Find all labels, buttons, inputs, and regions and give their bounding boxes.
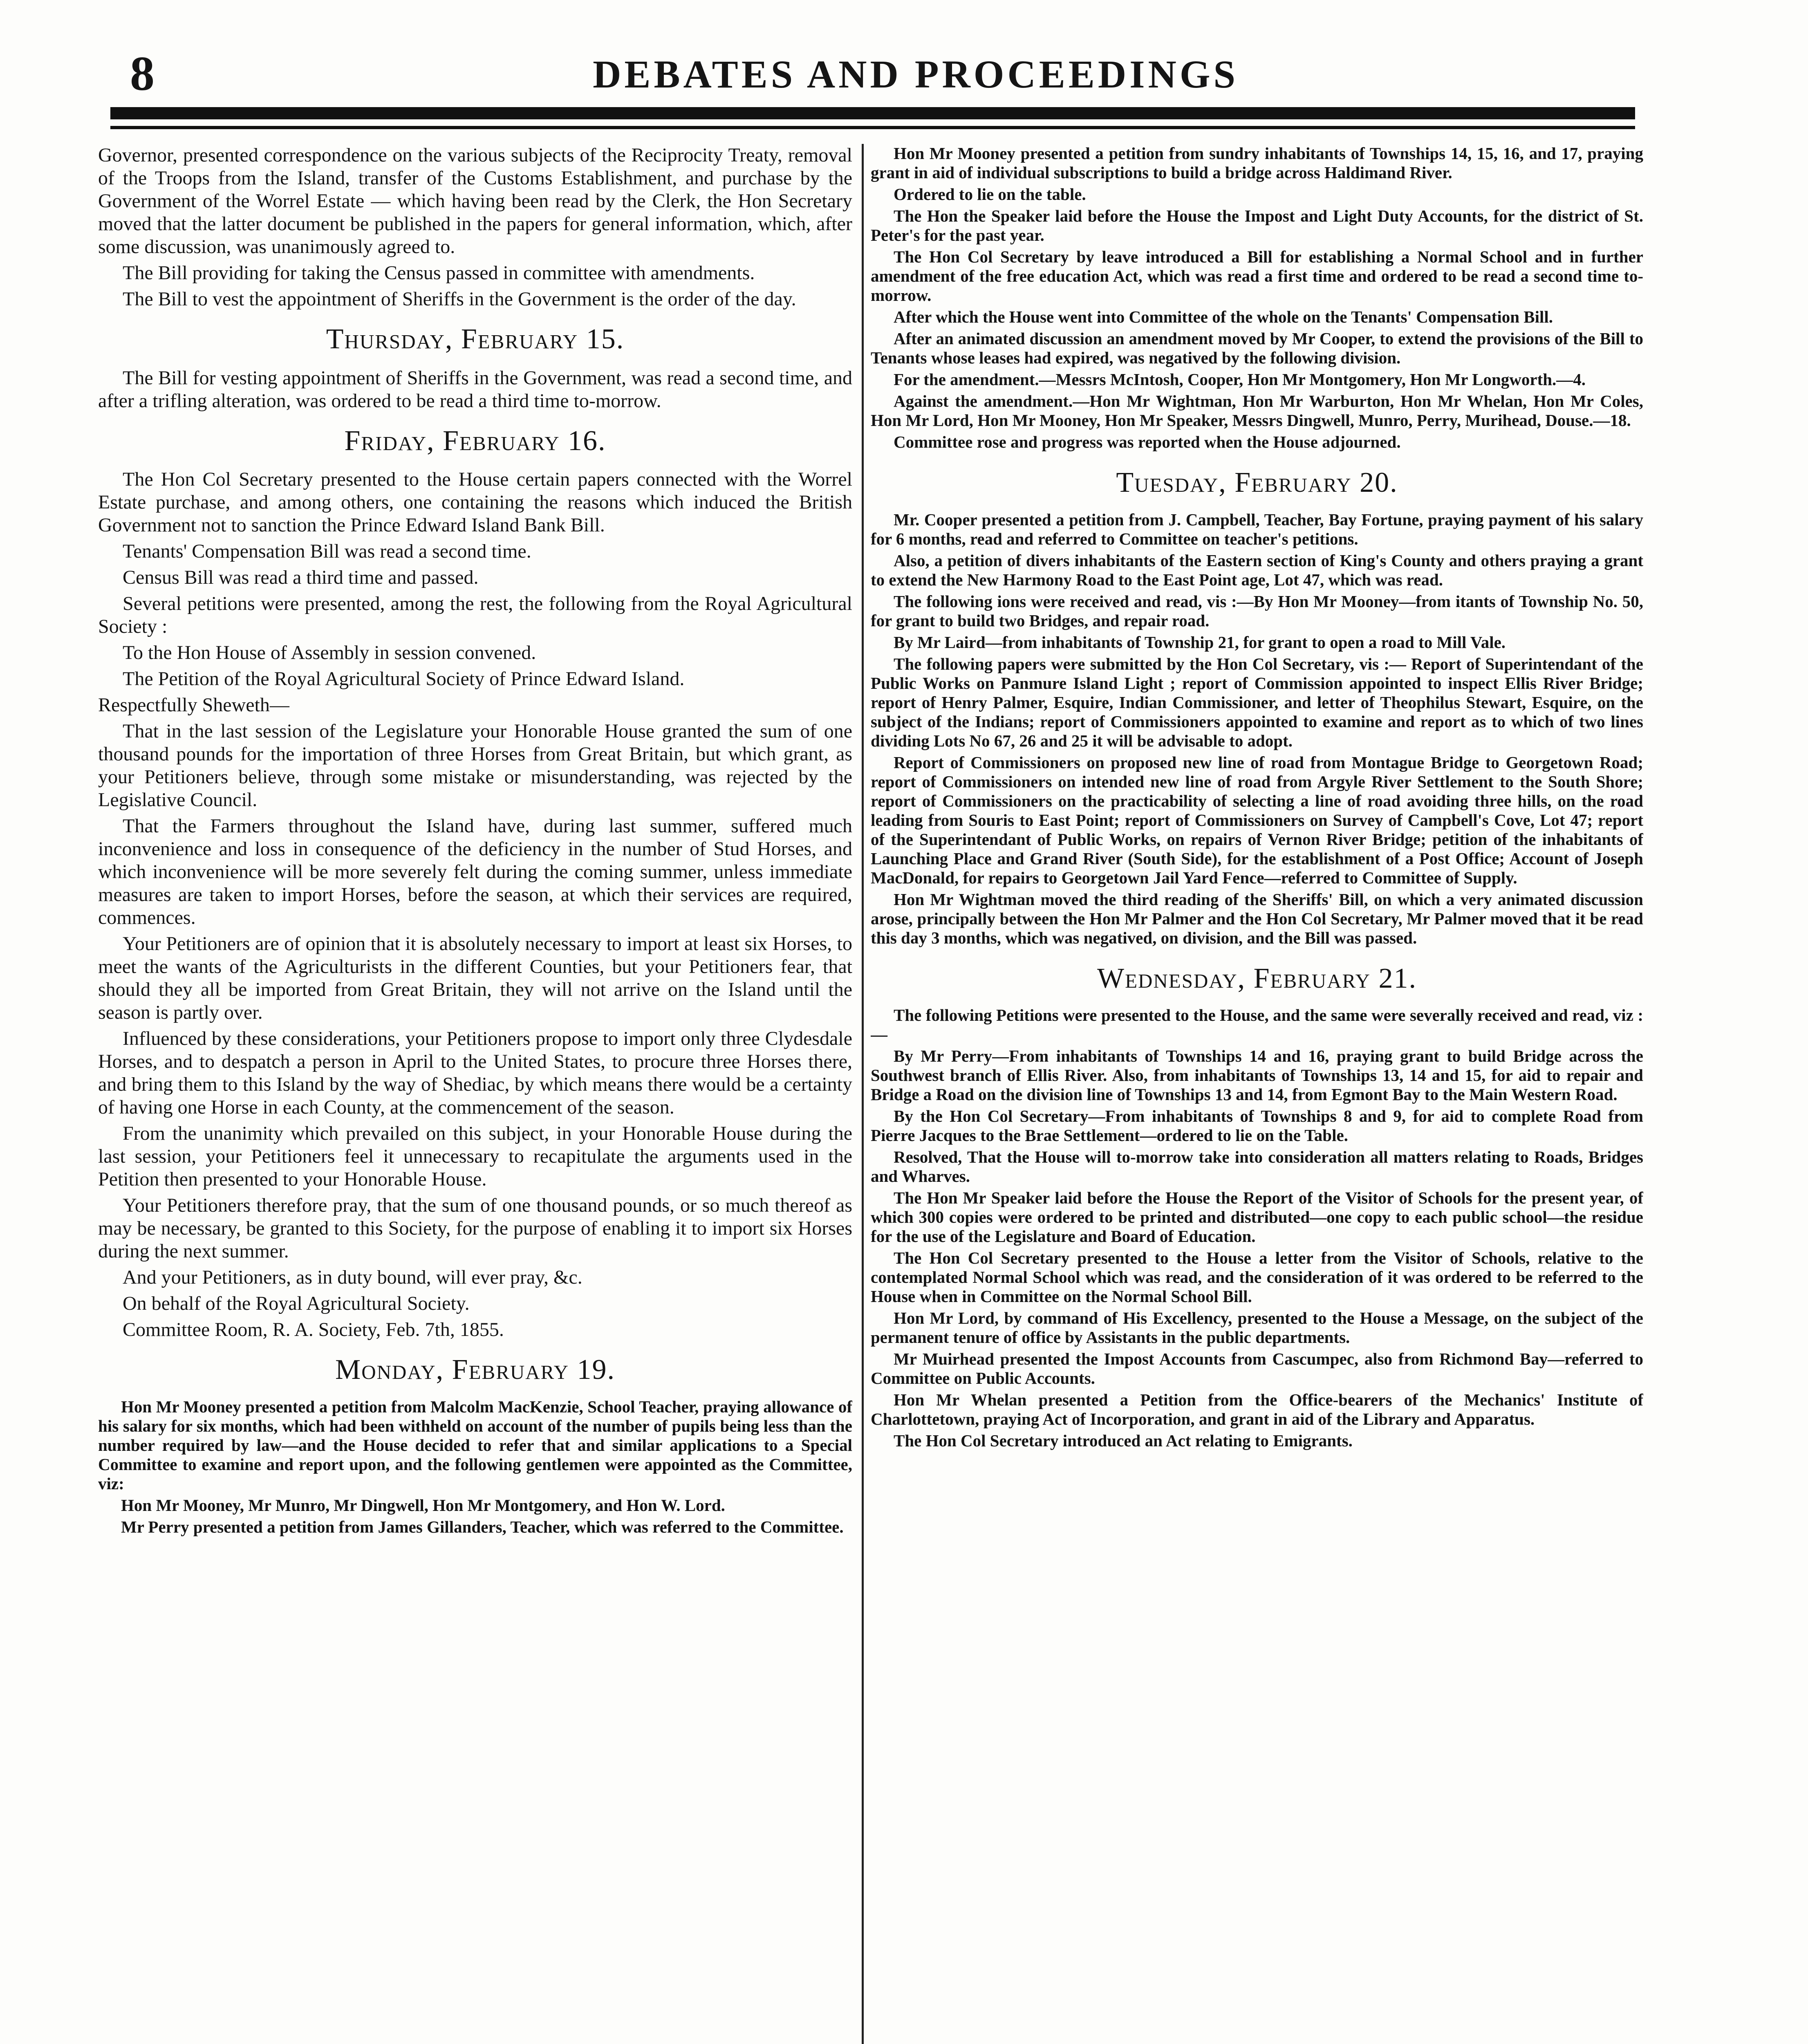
paragraph: Ordered to lie on the table.	[894, 185, 1086, 204]
paragraph: The Hon Col Secretary introduced an Act relating to Emigrants.	[894, 1431, 1353, 1450]
paragraph: Influenced by these considerations, your Petitioners propose to import only three Clydesdale Horses, and to despatch a person in April to the United States, to procure three Horses there, and bring them to this Island by the way of Shediac, by which means there would be a certainty of having one Horse in each County, at the commencement of the season.	[98, 1028, 852, 1118]
paragraph: Mr Muirhead presented the Impost Accounts from Cascumpec, also from Richmond Bay—referred to Committee on Public Accounts.	[871, 1349, 1643, 1387]
date-heading-wednesday: Wednesday, February 21.	[1097, 962, 1417, 994]
paragraph: Hon Mr Mooney presented a petition from sundry inhabitants of Townships 14, 15, 16, and 17, praying grant in aid of individual subscriptions to build a bridge across Haldimand River.	[871, 144, 1643, 182]
paragraph: The Hon Col Secretary presented to the House certain papers connected with the Worrel Estate purchase, and among others, one containing the reasons which induced the British Government not to sanction the Prince Edward Island Bank Bill.	[98, 468, 852, 536]
paragraph: Census Bill was read a third time and passed.	[123, 567, 479, 588]
paragraph: Hon Mr Whelan presented a Petition from the Office-bearers of the Mechanics' Institute of Charlottetown, praying Act of Incorporation, and grant in aid of the Library and Apparatus.	[871, 1390, 1643, 1428]
paragraph: And your Petitioners, as in duty bound, will ever pray, &c.	[123, 1266, 583, 1288]
column-divider	[862, 144, 864, 2044]
paragraph: Hon Mr Mooney presented a petition from Malcolm MacKenzie, School Teacher, praying allowance of his salary for six months, which had been withheld on account of the number of pupils being less than the number required by law—and the House decided to refer that and similar applications to a Special Committee to examine and report upon, and the following gentlemen were appointed as the Committee, viz:	[98, 1397, 852, 1493]
paragraph: That the Farmers throughout the Island have, during last summer, suffered much inconvenience and loss in consequence of the deficiency in the number of Stud Horses, and which inconvenience will be more severely felt during the coming summer, unless immediate measures are taken to import Horses, before the season, at which their services are required, commences.	[98, 815, 852, 928]
paragraph: On behalf of the Royal Agricultural Society.	[123, 1293, 470, 1314]
paragraph: After an animated discussion an amendment moved by Mr Cooper, to extend the provisions of the Bill to Tenants whose leases had expired, was negatived by the following division.	[871, 329, 1643, 367]
paragraph: Also, a petition of divers inhabitants of the Eastern section of King's County and others praying a grant to extend the New Harmony Road to the East Point age, Lot 47, which was read.	[871, 551, 1643, 589]
paragraph: For the amendment.—Messrs McIntosh, Cooper, Hon Mr Montgomery, Hon Mr Longworth.—4.	[894, 370, 1586, 389]
paragraph: From the unanimity which prevailed on this subject, in your Honorable House during the last session, your Petitioners feel it unnecessary to recapitulate the arguments used in the Petition then presented to your Honorable House.	[98, 1123, 852, 1190]
paragraph: Your Petitioners are of opinion that it is absolutely necessary to import at least six Horses, to meet the wants of the Agriculturists in the different Counties, but your Petitioners fear, that should they all be imported from Great Britain, they will not arrive on the Island until the season is partly over.	[98, 933, 852, 1023]
paragraph: Mr. Cooper presented a petition from J. Campbell, Teacher, Bay Fortune, praying payment of his salary for 6 months, read and referred to Committee on teacher's petitions.	[871, 510, 1643, 548]
paragraph: By Mr Laird—from inhabitants of Township 21, for grant to open a road to Mill Vale.	[894, 632, 1506, 652]
paragraph: Committee rose and progress was reported when the House adjourned.	[894, 433, 1401, 451]
paragraph: The Hon Col Secretary by leave introduced a Bill for establishing a Normal School and in further amendment of the free education Act, which was read a first time and ordered to be read a second time to-morrow.	[871, 247, 1643, 305]
header-rule-thin	[110, 126, 1635, 129]
paragraph: The Bill providing for taking the Census passed in committee with amendments.	[123, 262, 755, 284]
paragraph: Report of Commissioners on proposed new line of road from Montague Bridge to Georgetown Road; report of Commissioners on intended new line of road from Argyle River Settlement to the South Shore; report of Commissioners on the practicability of selecting a line of road avoiding three hills, on the road leading from Souris to East Point; report of Commissioners on Survey of Campbell's Cove, Lot 47; report of the Superintendant of Public Works, on repairs of Vernon River Bridge; petition of the inhabitants of Launching Place and Grand River (South Side), for the establishment of a Post Office; Account of Joseph MacDonald, for repairs to Georgetown Jail Yard Fence—referred to Committee of Supply.	[871, 753, 1643, 887]
monday-proceedings	[98, 1397, 852, 1537]
petition-salutation: Respectfully Sheweth—	[98, 694, 289, 716]
date-heading-thursday: Thursday, February 15.	[326, 323, 625, 355]
paragraph: After which the House went into Committee of the whole on the Tenants' Compensation Bill.	[894, 307, 1553, 326]
page-title: DEBATES AND PROCEEDINGS	[593, 52, 1239, 96]
paragraph: The Hon Col Secretary presented to the House a letter from the Visitor of Schools, relative to the contemplated Normal School which was read, and the consideration of it was ordered to be referred to the House when in Committee on the Normal School Bill.	[871, 1248, 1643, 1306]
paragraph: The Hon Mr Speaker laid before the House the Report of the Visitor of Schools for the present year, of which 300 copies were ordered to be printed and distributed—one copy to each public school—the residue for the use of the Legislature and Board of Education.	[871, 1188, 1643, 1246]
paragraph: Your Petitioners therefore pray, that the sum of one thousand pounds, or so much thereof as may be necessary, be granted to this Society, for the purpose of enabling it to import six Horses during the next summer.	[98, 1195, 852, 1262]
paragraph: Committee Room, R. A. Society, Feb. 7th, 1855.	[123, 1319, 504, 1340]
paragraph: Tenants' Compensation Bill was read a second time.	[123, 540, 531, 562]
paragraph: Hon Mr Wightman moved the third reading of the Sheriffs' Bill, on which a very animated discussion arose, principally between the Hon Mr Palmer and the Hon Col Secretary, Mr Palmer moved that it be read this day 3 months, which was negatived, on division, and the Bill was passed.	[871, 890, 1643, 947]
paragraph: The following Petitions were presented to the House, and the same were severally received and read, viz :—	[871, 1006, 1643, 1044]
paragraph: The following papers were submitted by the Hon Col Secretary, vis :— Report of Superintendant of the Public Works on Panmure Island Light ; report of Commission appointed to inspect Ellis River Bridge; report of Henry Palmer, Esquire, Indian Commissioner, and letter of Theophilus Stewart, Esquire, on the subject of the Indians; report of Commissioners appointed to examine and report as to which of two lines dividing Lots No 67, 26 and 25 it will be advisable to adopt.	[871, 654, 1643, 750]
date-heading-tuesday: Tuesday, February 20.	[1116, 467, 1398, 498]
petition-address: To the Hon House of Assembly in session convened.	[123, 642, 536, 663]
paragraph: The Hon the Speaker laid before the House the Impost and Light Duty Accounts, for the district of St. Peter's for the past year.	[871, 206, 1643, 244]
paragraph: By Mr Perry—From inhabitants of Townships 14 and 16, praying grant to build Bridge across the Southwest branch of Ellis River. Also, from inhabitants of Townships 13, 14 and 15, for aid to repair and Bridge a Road on the division line of Townships 13 and 14, from Egmont Bay to the Main Western Road.	[871, 1047, 1643, 1104]
right-column	[871, 144, 1643, 2044]
paragraph: The Bill to vest the appointment of Sheriffs in the Government is the order of the day.	[123, 288, 796, 310]
paragraph: Hon Mr Lord, by command of His Excellency, presented to the House a Message, on the subject of the permanent tenure of office by Assistants in the public departments.	[871, 1309, 1643, 1347]
header-rule-thick	[110, 107, 1635, 119]
paragraph: By the Hon Col Secretary—From inhabitants of Townships 8 and 9, for aid to complete Road from Pierre Jacques to the Brae Settlement—ordered to lie on the Table.	[871, 1107, 1643, 1145]
paragraph: Hon Mr Mooney, Mr Munro, Mr Dingwell, Hon Mr Montgomery, and Hon W. Lord.	[121, 1495, 725, 1515]
date-heading-friday: Friday, February 16.	[344, 425, 606, 457]
page-number: 8	[130, 46, 155, 101]
left-column	[98, 144, 852, 2044]
date-heading-monday: Monday, February 19.	[335, 1354, 616, 1385]
paragraph: That in the last session of the Legislature your Honorable House granted the sum of one thousand pounds for the importation of three Horses from Great Britain, but which grant, as your Petitioners believe, through some mistake or misunderstanding, was rejected by the Legislative Council.	[98, 720, 852, 811]
paragraph: Against the amendment.—Hon Mr Wightman, Hon Mr Warburton, Hon Mr Whelan, Hon Mr Coles, Hon Mr Lord, Hon Mr Mooney, Hon Mr Speaker, Messrs Dingwell, Munro, Perry, Murihead, Douse.—18.	[871, 392, 1643, 430]
paragraph: The Bill for vesting appointment of Sheriffs in the Government, was read a second time, and after a trifling alteration, was ordered to be read a third time to-morrow.	[98, 367, 852, 412]
petition-title: The Petition of the Royal Agricultural Society of Prince Edward Island.	[123, 668, 685, 690]
paragraph: Governor, presented correspondence on the various subjects of the Reciprocity Treaty, removal of the Troops from the Island, transfer of the Customs Establishment, and purchase by the Government of the Worrel Estate — which having been read by the Clerk, the Hon Secretary moved that the latter document be published in the papers for general information, which, after some discussion, was unanimously agreed to.	[98, 144, 852, 258]
paragraph: Mr Perry presented a petition from James Gillanders, Teacher, which was referred to the Committee.	[121, 1517, 844, 1536]
paragraph: The following ions were received and read, vis :—By Hon Mr Mooney—from itants of Township No. 50, for grant to build two Bridges, and repair road.	[871, 592, 1643, 630]
paragraph: Several petitions were presented, among the rest, the following from the Royal Agricultural Society :	[98, 593, 852, 637]
paragraph: Resolved, That the House will to-morrow take into consideration all matters relating to Roads, Bridges and Wharves.	[871, 1148, 1643, 1186]
